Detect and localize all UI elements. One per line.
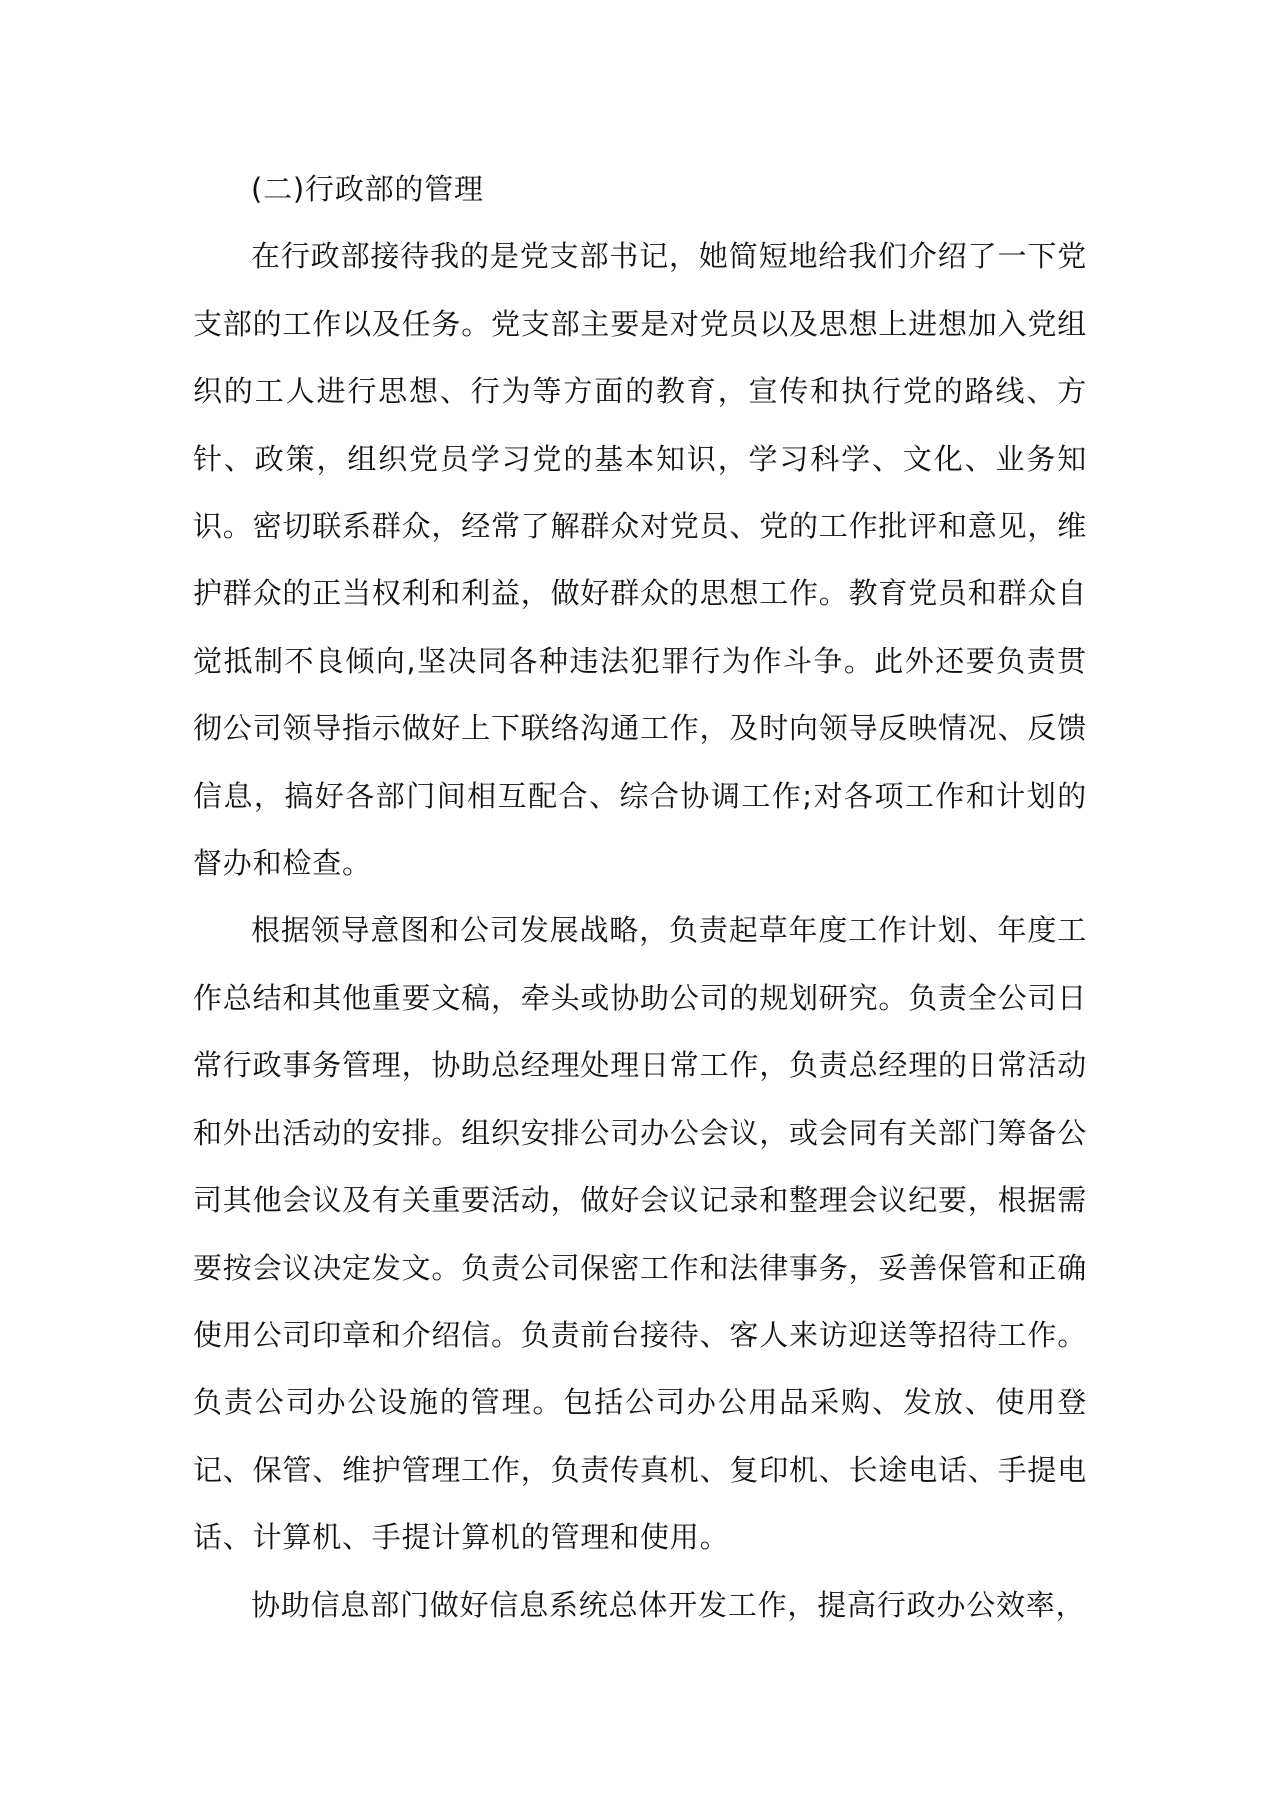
paragraph-admin-duties: 根据领导意图和公司发展战略，负责起草年度工作计划、年度工作总结和其他重要文稿，牵头或协助公司的规划研究。负责全公司日常行政事务管理，协助总经理处理日常工作，负责总经理的日常活动和外出活动的安排。组织安排公司办公会议，或会同有关部门筹备公司其他会议及有关重要活动，做好会议记录和整理会议纪要，根据需要按会议决定发文。负责公司保密工作和法律事务，妥善保管和正确使用公司印章和介绍信。负责前台接待、客人来访迎送等招待工作。负责公司办公设施的管理。包括公司办公用品采购、发放、使用登记、保管、维护管理工作，负责传真机、复印机、长途电话、手提电话、计算机、手提计算机的管理和使用。: [193, 913, 1088, 1555]
paragraph-info-system: 协助信息部门做好信息系统总体开发工作，提高行政办公效率，: [251, 1587, 1086, 1622]
section-heading: (二)行政部的管理: [251, 172, 484, 206]
paragraph-party-branch: 在行政部接待我的是党支部书记，她简短地给我们介绍了一下党支部的工作以及任务。党支部主要是对党员以及思想上进想加入党组织的工人进行思想、行为等方面的教育，宣传和执行党的路线、方针、政策，组织党员学习党的基本知识，学习科学、文化、业务知识。密切联系群众，经常了解群众对党员、党的工作批评和意见，维护群众的正当权利和利益，做好群众的思想工作。教育党员和群众自觉抵制不良倾向,坚决同各种违法犯罪行为作斗争。此外还要负责贯彻公司领导指示做好上下联络沟通工作，及时向领导反映情况、反馈信息，搞好各部门间相互配合、综合协调工作;对各项工作和计划的督办和检查。: [193, 239, 1088, 881]
document-body: [193, 156, 1087, 1639]
